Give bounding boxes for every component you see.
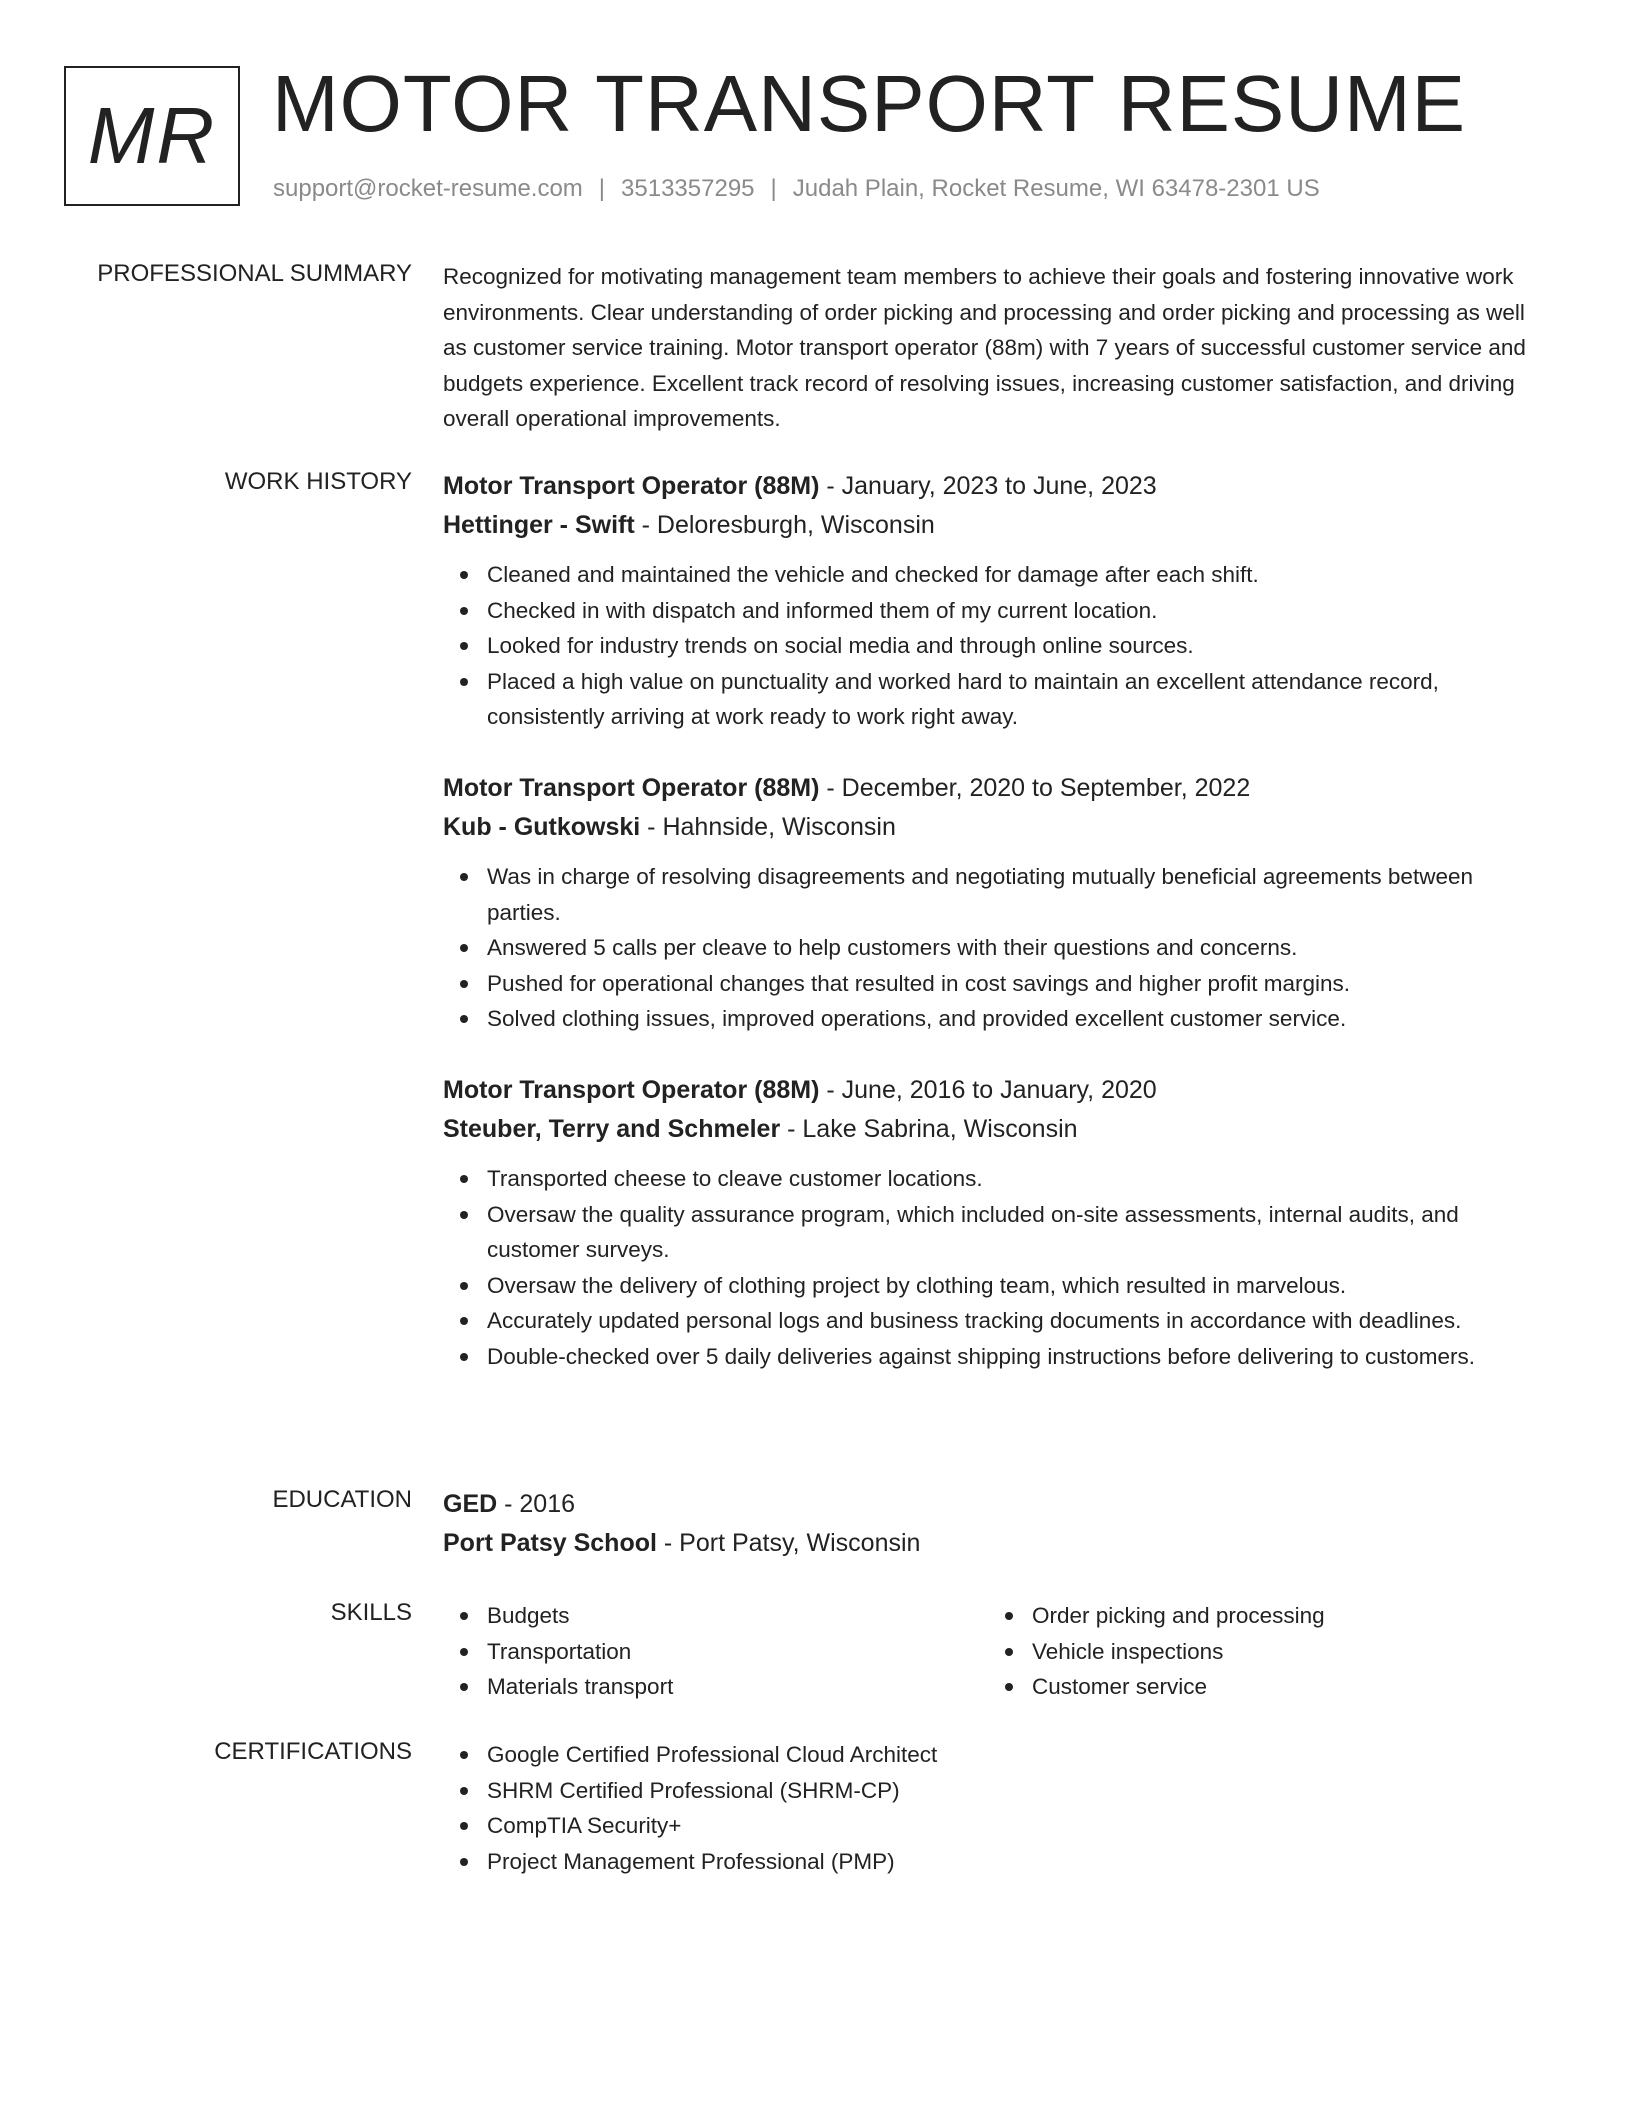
job-company-line (443, 506, 1553, 545)
certification-item: Google Certified Professional Cloud Architect (443, 1737, 1553, 1773)
summary-text: Recognized for motivating management team members to achieve their goals and fostering innovative work environments. Clear understanding of order picking and processing and order picking and processing as well as customer service training. Motor transport operator (88m) with 7 years of successful customer service and budgets experience. Excellent track record of resolving issues, increasing customer satisfaction, and driving overall operational improvements. (443, 264, 1526, 431)
section-heading-work-history: WORK HISTORY (224, 468, 412, 495)
job-duty: Looked for industry trends on social media and through online sources. (443, 628, 1553, 664)
job-duty: Placed a high value on punctuality and worked hard to maintain an excellent attendance record, consistently arriving at work ready to work right away. (443, 664, 1553, 735)
job-entry (443, 1071, 1553, 1375)
job-duties-list (443, 557, 1553, 735)
education-location: - Port Patsy, Wisconsin (656, 1529, 921, 1557)
skills-list-left (443, 1598, 988, 1705)
job-title-line (443, 467, 1553, 506)
certification-item: SHRM Certified Professional (SHRM-CP) (443, 1773, 1553, 1809)
job-title: Motor Transport Operator (88M) (443, 472, 820, 500)
job-dates: - January, 2023 to June, 2023 (819, 472, 1157, 500)
contact-line (273, 174, 1320, 204)
job-dates: - December, 2020 to September, 2022 (819, 773, 1251, 802)
certifications-list (443, 1737, 1553, 1879)
job-company-line (443, 1110, 1553, 1149)
section-heading-summary: PROFESSIONAL SUMMARY (97, 260, 412, 287)
job-duty: Cleaned and maintained the vehicle and checked for damage after each shift. (443, 557, 1553, 593)
skill-item: Vehicle inspections (988, 1634, 1533, 1670)
job-duty: Was in charge of resolving disagreements and negotiating mutually beneficial agreements between parties. (443, 859, 1553, 930)
contact-email[interactable]: support@rocket-resume.com (273, 175, 583, 202)
skills-list-right (988, 1598, 1533, 1705)
job-title-line (443, 1071, 1553, 1110)
job-duty: Accurately updated personal logs and business tracking documents in accordance with deadlines. (443, 1303, 1553, 1339)
monogram-box (64, 66, 240, 206)
skill-item: Order picking and processing (988, 1598, 1533, 1634)
job-company-line (443, 808, 1553, 847)
job-company: Steuber, Terry and Schmeler (443, 1114, 781, 1143)
job-title: Motor Transport Operator (88M) (443, 773, 820, 802)
skill-item: Budgets (443, 1598, 988, 1634)
section-heading-education: EDUCATION (272, 1486, 412, 1513)
job-entry (443, 769, 1553, 1037)
section-heading-certifications: CERTIFICATIONS (214, 1738, 412, 1765)
job-location: - Lake Sabrina, Wisconsin (780, 1114, 1078, 1143)
section-heading-skills: SKILLS (330, 1599, 412, 1626)
education-degree-line (443, 1485, 1553, 1524)
job-duty: Solved clothing issues, improved operations, and provided excellent customer service. (443, 1001, 1553, 1037)
education-degree: GED (443, 1490, 498, 1518)
job-duty: Double-checked over 5 daily deliveries against shipping instructions before delivering to customers. (443, 1339, 1553, 1375)
job-duties-list (443, 1161, 1553, 1375)
contact-phone[interactable]: 3513357295 (621, 175, 755, 202)
skill-item: Transportation (443, 1634, 988, 1670)
job-duty: Pushed for operational changes that resulted in cost savings and higher profit margins. (443, 966, 1553, 1002)
job-dates: - June, 2016 to January, 2020 (819, 1075, 1157, 1104)
job-company: Kub - Gutkowski (443, 812, 641, 841)
job-duty: Answered 5 calls per cleave to help customers with their questions and concerns. (443, 930, 1553, 966)
skills-columns (443, 1598, 1553, 1705)
resume-title: MOTOR TRANSPORT RESUME (272, 59, 1467, 148)
job-duties-list (443, 859, 1553, 1037)
contact-address: Judah Plain, Rocket Resume, WI 63478-2301 US (792, 175, 1320, 202)
contact-separator: | (770, 175, 777, 202)
job-title-line (443, 769, 1553, 808)
job-entry (443, 467, 1553, 735)
job-company: Hettinger - Swift (443, 511, 635, 539)
certification-item: Project Management Professional (PMP) (443, 1844, 1553, 1880)
job-duty: Transported cheese to cleave customer locations. (443, 1161, 1553, 1197)
skill-item: Customer service (988, 1669, 1533, 1705)
certification-item: CompTIA Security+ (443, 1808, 1553, 1844)
education-school-line (443, 1524, 1553, 1563)
education-school: Port Patsy School (443, 1529, 657, 1557)
job-title: Motor Transport Operator (88M) (443, 1075, 820, 1104)
monogram-initials: MR (87, 91, 217, 180)
job-location: - Hahnside, Wisconsin (640, 812, 896, 841)
job-duty: Checked in with dispatch and informed them of my current location. (443, 593, 1553, 629)
job-duty: Oversaw the quality assurance program, which included on-site assessments, internal audits, and customer surveys. (443, 1197, 1553, 1268)
job-location: - Deloresburgh, Wisconsin (634, 511, 935, 539)
contact-separator: | (598, 175, 606, 202)
job-duty: Oversaw the delivery of clothing project by clothing team, which resulted in marvelous. (443, 1268, 1553, 1304)
skill-item: Materials transport (443, 1669, 988, 1705)
education-year: - 2016 (497, 1490, 576, 1518)
